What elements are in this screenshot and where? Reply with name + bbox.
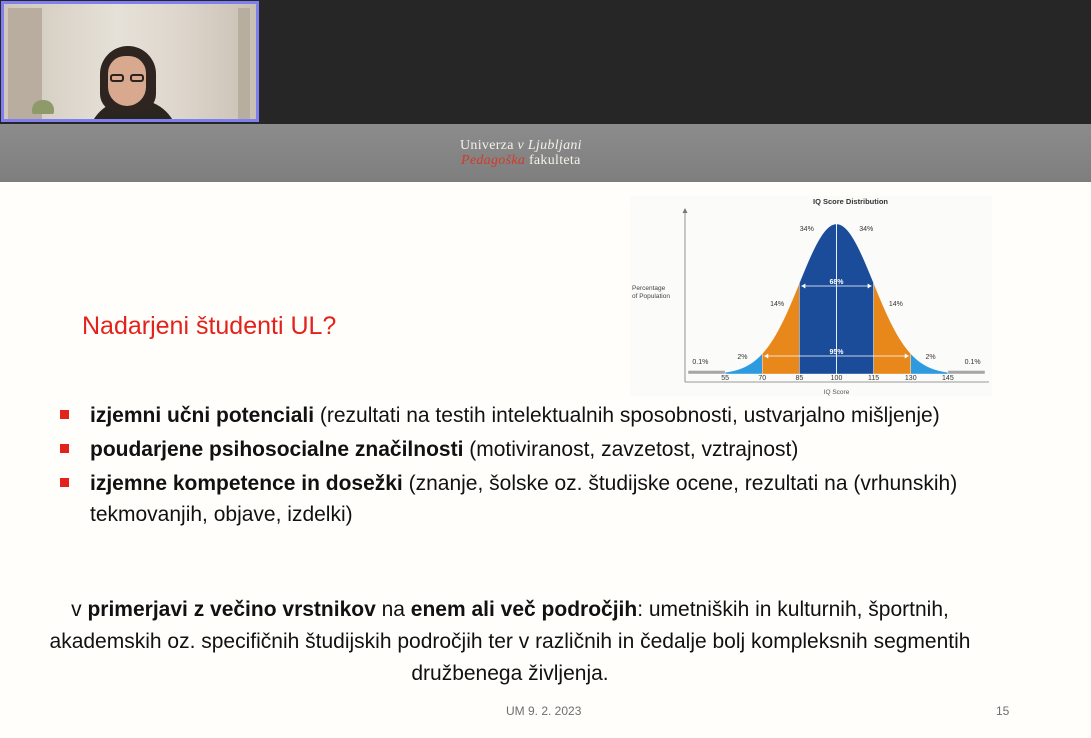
x-tick-label: 55 bbox=[721, 375, 730, 382]
distribution-segment bbox=[688, 371, 725, 375]
list-item bbox=[58, 400, 958, 431]
x-tick-label: 145 bbox=[942, 375, 954, 382]
paragraph-text: v bbox=[71, 598, 88, 621]
footer-date: UM 9. 2. 2023 bbox=[506, 704, 582, 718]
bullet-marker bbox=[60, 478, 69, 487]
slide-header-band bbox=[0, 124, 1091, 182]
x-tick-label: 100 bbox=[830, 375, 843, 382]
y-axis-label-line: of Population bbox=[632, 293, 670, 300]
span-label: 68% bbox=[829, 279, 844, 286]
x-tick-label: 70 bbox=[758, 375, 767, 382]
segment-label: 2% bbox=[737, 354, 748, 361]
x-tick-label: 115 bbox=[868, 375, 880, 382]
list-item bbox=[58, 434, 958, 465]
chart-title: IQ Score Distribution bbox=[812, 197, 889, 206]
paragraph-bold: primerjavi z večino vrstnikov bbox=[87, 598, 376, 621]
x-axis-label: IQ Score bbox=[823, 389, 850, 396]
slide-title: Nadarjeni študenti UL? bbox=[82, 312, 337, 340]
segment-label: 34% bbox=[799, 226, 814, 233]
segment-label: 0.1% bbox=[964, 359, 981, 366]
summary-paragraph bbox=[40, 594, 980, 690]
iq-distribution-chart bbox=[630, 196, 992, 396]
logo-text: v Ljubljani bbox=[517, 138, 582, 153]
distribution-segment bbox=[762, 283, 799, 374]
video-background-plant bbox=[32, 100, 54, 114]
bullet-bold: izjemne kompetence in dosežki bbox=[90, 472, 403, 495]
bullet-text: (motiviranost, zavzetost, vztrajnost) bbox=[463, 438, 799, 461]
shared-slide bbox=[0, 124, 1091, 738]
university-logo bbox=[460, 138, 582, 168]
slide-number: 15 bbox=[996, 704, 1010, 718]
bullet-bold: izjemni učni potenciali bbox=[90, 404, 315, 427]
video-background-door bbox=[238, 8, 250, 119]
logo-text: fakulteta bbox=[525, 153, 581, 168]
list-item bbox=[58, 468, 958, 530]
bullet-marker bbox=[60, 444, 69, 453]
y-axis-label-line: Percentage bbox=[632, 285, 666, 292]
segment-label: 2% bbox=[925, 354, 936, 361]
logo-text: Pedagoška bbox=[461, 153, 526, 168]
participant-glasses bbox=[108, 74, 146, 82]
logo-text: Univerza bbox=[460, 138, 518, 153]
segment-label: 14% bbox=[770, 301, 785, 308]
x-tick-label: 85 bbox=[795, 375, 804, 382]
paragraph-text: na bbox=[375, 598, 411, 621]
bullet-text: (rezultati na testih intelektualnih sposobnosti, ustvarjalno mišljenje) bbox=[314, 404, 940, 427]
segment-label: 34% bbox=[859, 226, 874, 233]
distribution-segment bbox=[874, 283, 911, 374]
participant-video-tile[interactable] bbox=[1, 1, 259, 122]
span-label: 95% bbox=[829, 349, 844, 356]
iq-chart-svg bbox=[630, 196, 992, 396]
meeting-top-bar bbox=[0, 0, 1091, 124]
y-axis-arrow bbox=[683, 208, 688, 213]
x-tick-label: 130 bbox=[904, 375, 917, 382]
paragraph-bold: enem ali več področjih bbox=[410, 598, 638, 621]
bullet-list bbox=[58, 400, 958, 533]
segment-label: 14% bbox=[888, 301, 903, 308]
bullet-text: (znanje, šolske oz. študijske ocene, rezultati na (vrhunskih) tekmovanjih, objave, izdelki) bbox=[90, 472, 958, 526]
segment-label: 0.1% bbox=[692, 359, 709, 366]
paragraph-text: : umetniških in kulturnih, športnih, akademskih oz. specifičnih študijskih področjih ter v različnih in čedalje bolj kompleksnih segmentih družbenega življenja. bbox=[49, 598, 971, 685]
bullet-bold: poudarjene psihosocialne značilnosti bbox=[90, 438, 464, 461]
distribution-segment bbox=[948, 371, 985, 375]
bullet-marker bbox=[60, 410, 69, 419]
